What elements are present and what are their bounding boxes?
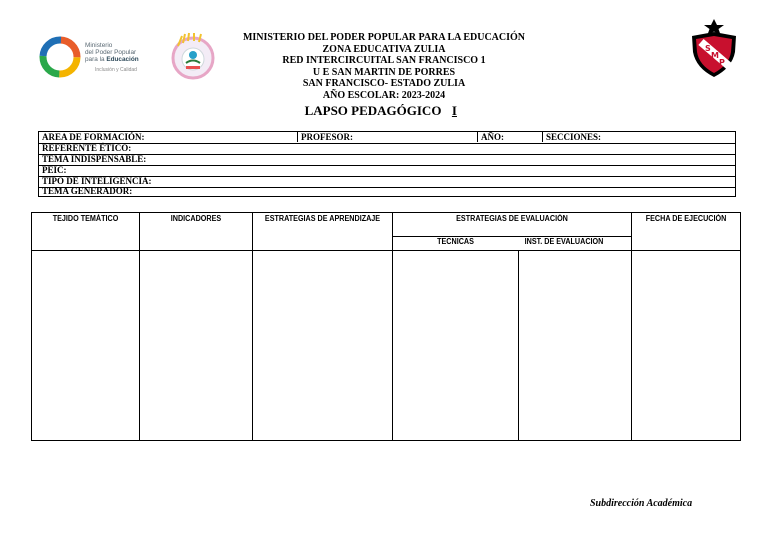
header-fecha-ejecucion: FECHA DE EJECUCIÓN	[645, 214, 727, 223]
header-line-zona: ZONA EDUCATIVA ZULIA	[322, 43, 446, 55]
svg-text:P: P	[719, 58, 725, 67]
area-label: AREA DE FORMACIÓN:	[42, 132, 145, 142]
header-line-year: AÑO ESCOLAR: 2023-2024	[322, 89, 446, 101]
tema-label: TEMA INDISPENSABLE:	[39, 154, 735, 166]
header-line-ministerio: MINISTERIO DEL PODER POPULAR PARA LA EDUCACIÓN	[242, 32, 526, 43]
header-estrategias-evaluacion: ESTRATEGIAS DE EVALUACIÓN	[456, 214, 568, 223]
lapso-title: LAPSO PEDAGÓGICO I	[190, 103, 578, 118]
tema-generador-label: TEMA GENERADOR:	[42, 186, 133, 196]
ministerio-logo	[38, 35, 153, 79]
col-divider	[392, 213, 393, 440]
subcol-divider	[518, 250, 519, 440]
referente-label: REFERENTE ÉTICO:	[39, 143, 735, 155]
col-divider	[252, 213, 253, 440]
header-bottom-line	[32, 250, 740, 251]
lapso-value: I	[451, 102, 457, 118]
header-line-location: SAN FRANCISCO- ESTADO ZULIA	[302, 78, 466, 90]
svg-text:M: M	[711, 51, 719, 60]
header-line-red: RED INTERCIRCUITAL SAN FRANCISCO 1	[282, 55, 486, 67]
ministerio-emblem-icon	[38, 35, 82, 79]
header-line-school: U E SAN MARTIN DE PORRES	[312, 66, 456, 78]
tipo-inteligencia-label: TIPO DE INTELIGENCIA:	[39, 176, 735, 188]
school-shield-logo	[688, 18, 740, 78]
planning-table	[31, 212, 741, 441]
footer-subdireccion: Subdirección Académica	[590, 498, 693, 509]
col-divider	[631, 213, 632, 440]
header-estrategias-aprendizaje: ESTRATEGIAS DE APRENDIZAJE	[264, 214, 381, 223]
school-shield-icon	[688, 18, 740, 78]
anio-label: AÑO:	[481, 132, 504, 142]
info-table	[38, 131, 736, 197]
col-divider	[139, 213, 140, 440]
svg-text:S: S	[705, 44, 711, 53]
ministerio-logo-text: Ministerio del Poder Popular para la Educación Inclusión y Calidad	[85, 42, 139, 73]
header-inst-evaluacion: INST. DE EVALUACION	[524, 237, 604, 246]
header-tejido-tematico: TEJIDO TEMÁTICO	[52, 214, 119, 223]
document-header	[190, 32, 578, 118]
header-tecnicas: TECNICAS	[437, 237, 474, 246]
profesor-label: PROFESOR:	[301, 132, 354, 142]
peic-label: PEIC:	[39, 165, 735, 177]
secciones-label: SECCIONES:	[546, 132, 602, 142]
header-indicadores: INDICADORES	[170, 214, 222, 223]
